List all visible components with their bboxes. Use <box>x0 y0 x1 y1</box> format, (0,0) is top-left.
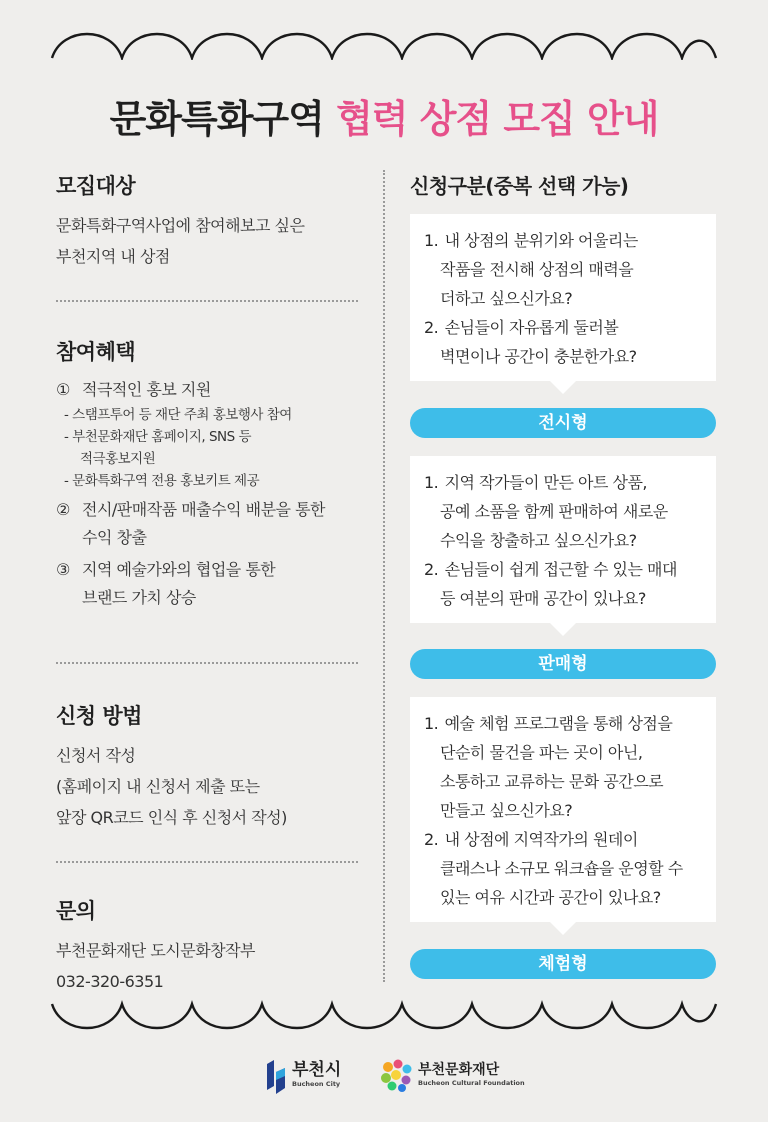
question <box>424 825 702 912</box>
target-section <box>56 170 366 272</box>
question-line: 내 상점의 분위기와 어울리는 <box>444 231 638 250</box>
benefit-text-cont: 수익 창출 <box>82 528 147 547</box>
benefit-text: 적극적인 홍보 지원 <box>82 380 211 399</box>
method-section <box>56 700 366 833</box>
question <box>424 468 702 555</box>
question-number: 2. <box>424 830 439 849</box>
benefit-sub-item <box>56 426 366 470</box>
contact-line: 부천문화재단 도시문화창작부 <box>56 941 256 960</box>
question-line: 내 상점에 지역작가의 원데이 <box>444 830 638 849</box>
question-number: 1. <box>424 714 439 733</box>
city-name: 부천시 <box>292 1060 342 1080</box>
page-title <box>0 88 768 143</box>
contact-heading: 문의 <box>56 899 96 923</box>
question <box>424 313 702 371</box>
sub-text: - 문화특화구역 전용 홍보키트 제공 <box>64 473 260 489</box>
method-line: (홈페이지 내 신청서 제출 또는 <box>56 777 260 796</box>
question-line: 손님들이 쉽게 접근할 수 있는 매대 <box>444 560 677 579</box>
foundation-name: 부천문화재단 <box>418 1062 500 1078</box>
question-number: 2. <box>424 560 439 579</box>
question-line: 지역 작가들이 만든 아트 상품, <box>444 473 647 492</box>
scallop-border-bottom <box>0 1000 768 1040</box>
question-line: 단순히 물건을 파는 곳이 아닌, <box>440 743 643 762</box>
foundation-sub: Bucheon Cultural Foundation <box>418 1079 525 1087</box>
exhibit-type-pill: 전시형 <box>410 408 716 438</box>
bucheon-city-logo <box>292 1060 341 1088</box>
question <box>424 555 702 613</box>
right-column <box>410 170 716 199</box>
question-number: 1. <box>424 231 439 250</box>
experience-type-pill: 체험형 <box>410 949 716 979</box>
exhibit-card <box>410 214 716 381</box>
target-heading: 모집대상 <box>56 174 136 198</box>
scallop-border-top <box>0 20 768 60</box>
question-line: 손님들이 자유롭게 둘러볼 <box>444 318 619 337</box>
sub-text: - 부천문화재단 홈페이지, SNS 등 <box>64 429 252 445</box>
footer-logos <box>0 1058 768 1098</box>
divider <box>56 300 358 302</box>
benefit-text: 지역 예술가와의 협업을 통한 <box>82 560 276 579</box>
experience-card <box>410 697 716 922</box>
question-line: 더하고 싶으신가요? <box>440 289 573 308</box>
city-sub: Bucheon City <box>292 1080 341 1088</box>
contact-phone: 032-320-6351 <box>56 972 164 991</box>
sub-text: - 스탬프투어 등 재단 주최 홍보행사 참여 <box>64 407 292 423</box>
benefits-section <box>56 336 366 612</box>
benefit-sub-item <box>56 470 366 492</box>
benefit-text: 전시/판매작품 매출수익 배분을 통한 <box>82 500 325 519</box>
method-line: 신청서 작성 <box>56 746 136 765</box>
bucheon-city-logo-icon <box>264 1060 288 1094</box>
sales-card <box>410 456 716 623</box>
question-line: 예술 체험 프로그램을 통해 상점을 <box>444 714 673 733</box>
benefits-heading: 참여혜택 <box>56 340 136 364</box>
benefit-number: ② <box>56 500 70 519</box>
column-divider <box>383 170 385 982</box>
benefit-number: ③ <box>56 560 70 579</box>
target-line: 부천지역 내 상점 <box>56 247 170 266</box>
question-line: 소통하고 교류하는 문화 공간으로 <box>440 772 664 791</box>
method-heading: 신청 방법 <box>56 704 142 728</box>
cultural-foundation-logo <box>418 1062 525 1087</box>
question-line: 공예 소품을 함께 판매하여 새로운 <box>440 502 668 521</box>
benefit-number: ① <box>56 380 70 399</box>
question-line: 만들고 싶으신가요? <box>440 801 573 820</box>
benefit-item <box>56 496 366 552</box>
question-number: 1. <box>424 473 439 492</box>
question-line: 벽면이나 공간이 충분한가요? <box>440 347 637 366</box>
divider <box>56 662 358 664</box>
contact-section <box>56 895 366 997</box>
left-column <box>56 170 366 997</box>
title-part1: 문화특화구역 <box>109 97 324 141</box>
sales-type-pill: 판매형 <box>410 649 716 679</box>
question-line: 있는 여유 시간과 공간이 있나요? <box>440 888 661 907</box>
benefit-text-cont: 브랜드 가치 상승 <box>82 588 196 607</box>
question-line: 수익을 창출하고 싶으신가요? <box>440 531 637 550</box>
question-number: 2. <box>424 318 439 337</box>
method-line: 앞장 QR코드 인식 후 신청서 작성) <box>56 808 287 827</box>
benefit-item <box>56 376 366 404</box>
cultural-foundation-logo-icon <box>378 1058 414 1094</box>
benefit-item <box>56 556 366 612</box>
categories-heading: 신청구분(중복 선택 가능) <box>410 174 629 198</box>
question-line: 클래스나 소규모 워크숍을 운영할 수 <box>440 859 683 878</box>
target-line: 문화특화구역사업에 참여해보고 싶은 <box>56 216 305 235</box>
title-part2: 협력 상점 모집 안내 <box>336 97 659 141</box>
question <box>424 226 702 313</box>
question <box>424 709 702 825</box>
benefit-sub-item <box>56 404 366 426</box>
divider <box>56 861 358 863</box>
question-line: 작품을 전시해 상점의 매력을 <box>440 260 634 279</box>
question-line: 등 여분의 판매 공간이 있나요? <box>440 589 646 608</box>
sub-text-cont: 적극홍보지원 <box>80 451 156 467</box>
